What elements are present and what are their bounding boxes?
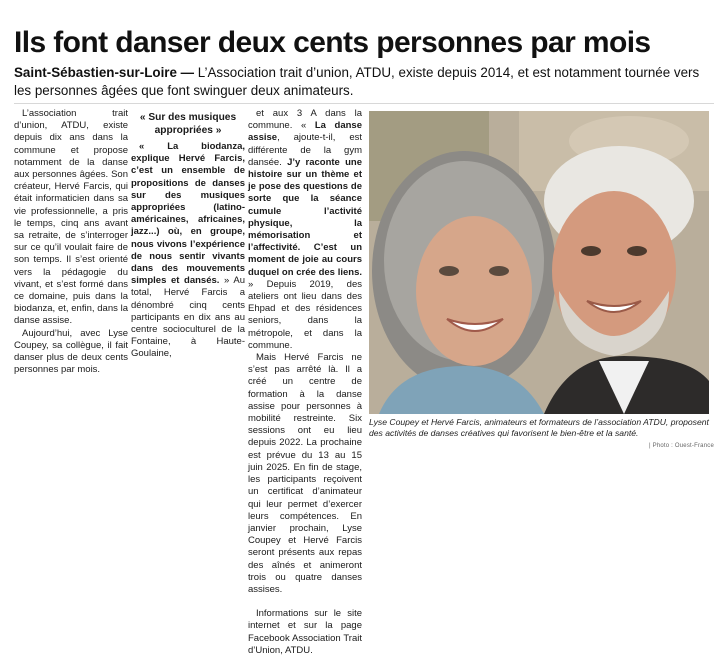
lede-dateline: Saint-Sébastien-sur-Loire — xyxy=(14,65,195,80)
photo-credit: | Photo : Ouest-France xyxy=(649,443,714,449)
article-lede xyxy=(14,64,714,100)
text-run: et aux 3 A dans la commune. « xyxy=(248,108,362,132)
quote-rest: » Au total, Hervé Farcis a dénombré cinq cents participants en dix ans au centre socioculturel de la Fontaine, à Haute-Goulaine, xyxy=(131,275,245,360)
article-column-2 xyxy=(131,108,245,460)
text-run: » Depuis 2019, des ateliers ont lieu dans des Ehpad et des résidences seniors, dans la métropole, et dans la commune. xyxy=(248,278,362,351)
text-run-bold: J’y raconte une histoire sur un thème et je pose des questions de sorte que la séance cumule l’activité physique, la mémorisation et l’affectivité. C’est un moment de joie au cours duquel on crée des liens. xyxy=(248,156,362,278)
article-column-3 xyxy=(248,108,362,656)
article-column-1 xyxy=(14,108,128,460)
quote-bold: « La biodanza, explique Hervé Farcis, c’est un ensemble de propositions de danses sur des musiques appropriées (latino-américaines, africaines, jazz...) où, en groupe, nous vivons l’expérience de nous sentir vivants dans des mouvements simples et dansés. xyxy=(131,141,245,287)
lede-text: L’Association trait d’union, ATDU, existe depuis 2014, et est notamment tournée vers les personnes âgées que font swinguer deux animateurs. xyxy=(14,65,700,98)
article-photo xyxy=(369,111,709,414)
paragraph xyxy=(131,141,245,361)
article-subhead: « Sur des musiques appropriées » xyxy=(139,112,237,136)
paragraph: Mais Hervé Farcis ne s’est pas arrêté là. Il a créé un centre de formation à la danse assise pour personnes à mobilité restreinte. Six sessions ont eu lieu depuis 2022. La prochaine est prévue du 13 au 15 juin 2025. En fin de stage, les participants reçoivent un certificat d’animateur qui leur permet d’exercer leurs compétences. En janvier prochain, Lyse Coupey et Hervé Farcis seront présents aux repas des aînés et animeront trois ou quatre danses assises. xyxy=(248,352,362,595)
paragraph: Informations sur le site internet et sur la page Facebook Association Trait d’Union, ATDU. xyxy=(248,608,362,656)
paragraph: Aujourd’hui, avec Lyse Coupey, sa collègue, il fait danser plus de deux cents personnes par mois. xyxy=(14,327,128,376)
spacer xyxy=(248,596,362,608)
article-headline: Ils font danser deux cents personnes par mois xyxy=(14,26,651,59)
header-divider xyxy=(14,103,714,104)
paragraph: L’association trait d’union, ATDU, existe depuis dix ans dans la commune et propose notamment de la danse aux personnes âgées. Son créateur, Hervé Farcis, qui était informaticien dans sa vie professionnelle, a pris le temps, cinq ans avant sa retraite, de s’interroger sur ce qu’il voulait faire de son temps. Il s’est orienté vers la pédagogie du vivant, et s’est formé dans ce domaine, puis dans la biodanza, et, enfin, dans la danse assise. xyxy=(14,108,128,327)
text-run-bold: La danse assise xyxy=(248,120,362,144)
photo-illustration xyxy=(369,111,709,414)
paragraph xyxy=(248,108,362,352)
text-run: , ajoute-t-il, est différente de la gym dansée. xyxy=(248,132,362,168)
photo-caption: Lyse Coupey et Hervé Farcis, animateurs et formateurs de l’association ATDU, proposent des activités de danses créatives qui favorisent le bien-être et la santé. xyxy=(369,417,709,438)
